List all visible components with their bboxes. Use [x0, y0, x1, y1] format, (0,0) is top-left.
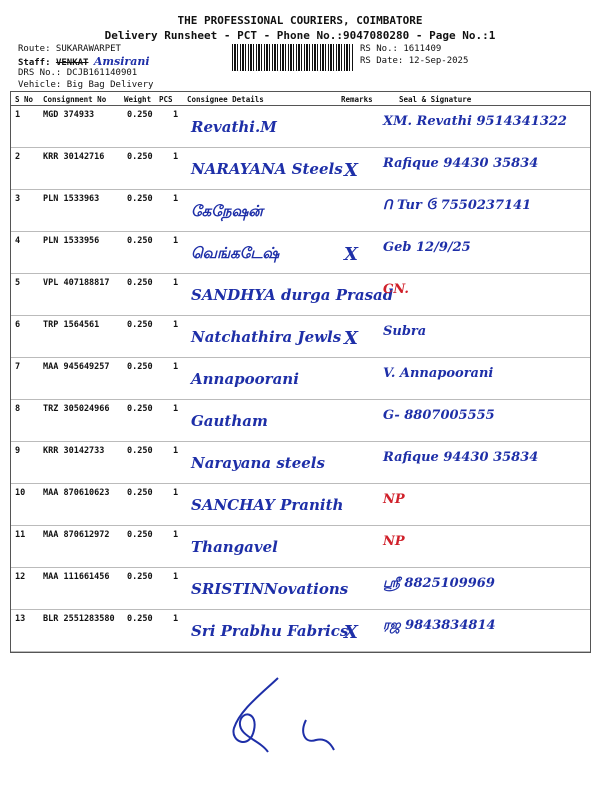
row-pcs: 1	[173, 404, 179, 414]
supervisor-signature	[220, 670, 350, 760]
row-weight: 0.250	[127, 194, 153, 204]
staff-struck-name: VENKAT	[55, 58, 89, 68]
row-signature: NP	[383, 534, 405, 549]
runsheet-table	[10, 91, 591, 653]
col-consignment: Consignment No	[43, 95, 107, 104]
row-weight: 0.250	[127, 488, 153, 498]
row-signature: ᑎ Tur ઉ 7550237141	[383, 198, 532, 213]
row-pcs: 1	[173, 362, 179, 372]
row-sno: 2	[15, 152, 21, 162]
row-signature: XM. Revathi 9514341322	[383, 114, 567, 129]
row-consignment: MAA 870612972	[43, 530, 110, 540]
col-seal: Seal & Signature	[399, 95, 472, 104]
row-consignment: KRR 30142716	[43, 152, 105, 162]
table-header	[11, 92, 590, 106]
row-pcs: 1	[173, 320, 179, 330]
row-signature: NP	[383, 492, 405, 507]
table-row	[11, 232, 590, 274]
rs-date: RS Date: 12-Sep-2025	[360, 56, 469, 66]
col-consignee: Consignee Details	[187, 95, 264, 104]
vehicle-label: Vehicle: Big Bag Delivery	[18, 80, 154, 90]
table-row	[11, 526, 590, 568]
table-row	[11, 358, 590, 400]
table-row	[11, 484, 590, 526]
row-consignment: BLR 2551283580	[43, 614, 115, 624]
row-weight: 0.250	[127, 278, 153, 288]
table-row	[11, 190, 590, 232]
row-consignment: PLN 1533956	[43, 236, 100, 246]
row-signature: Rafique 94430 35834	[383, 156, 539, 171]
row-remark: X	[344, 622, 358, 643]
row-pcs: 1	[173, 614, 179, 624]
row-sno: 9	[15, 446, 21, 456]
row-remark: X	[344, 160, 358, 181]
row-signature: ரஜ 9843834814	[383, 618, 496, 633]
row-consignment: MAA 945649257	[43, 362, 110, 372]
row-sno: 3	[15, 194, 21, 204]
table-row	[11, 610, 590, 652]
row-weight: 0.250	[127, 446, 153, 456]
row-signature: ஸ்ரீ 8825109969	[383, 576, 495, 591]
row-pcs: 1	[173, 530, 179, 540]
row-weight: 0.250	[127, 110, 153, 120]
col-sno: S No	[15, 95, 34, 104]
row-sno: 6	[15, 320, 21, 330]
row-consignee: Annapoorani	[191, 370, 299, 388]
row-weight: 0.250	[127, 152, 153, 162]
row-consignment: KRR 30142733	[43, 446, 105, 456]
row-sno: 1	[15, 110, 21, 120]
row-consignee: Sri Prabhu Fabrics	[191, 622, 349, 640]
col-weight: Weight	[124, 95, 152, 104]
row-weight: 0.250	[127, 362, 153, 372]
row-consignment: MAA 870610623	[43, 488, 110, 498]
row-consignment: TRZ 305024966	[43, 404, 110, 414]
row-consignee: Gautham	[191, 412, 268, 430]
row-consignment: VPL 407188817	[43, 278, 110, 288]
row-sno: 5	[15, 278, 21, 288]
row-signature: CN.	[383, 282, 409, 297]
row-consignee: Natchathira Jewls	[191, 328, 342, 346]
row-sno: 7	[15, 362, 21, 372]
col-remarks: Remarks	[341, 95, 373, 104]
row-weight: 0.250	[127, 236, 153, 246]
row-weight: 0.250	[127, 530, 153, 540]
company-title: THE PROFESSIONAL COURIERS, COIMBATORE	[177, 14, 423, 27]
row-consignee: SRISTINNovations	[191, 580, 349, 598]
row-pcs: 1	[173, 194, 179, 204]
row-signature: Geb 12/9/25	[383, 240, 471, 255]
row-consignee: கேநேஷன்	[191, 202, 263, 220]
table-row	[11, 400, 590, 442]
row-signature: G- 8807005555	[383, 408, 495, 423]
row-pcs: 1	[173, 152, 179, 162]
table-row	[11, 148, 590, 190]
row-weight: 0.250	[127, 404, 153, 414]
table-row	[11, 442, 590, 484]
route-label: Route: SUKARAWARPET	[18, 44, 121, 54]
row-weight: 0.250	[127, 572, 153, 582]
row-pcs: 1	[173, 446, 179, 456]
table-row	[11, 568, 590, 610]
row-consignment: TRP 1564561	[43, 320, 100, 330]
row-signature: V. Annapoorani	[383, 366, 494, 381]
row-consignee: Narayana steels	[191, 454, 325, 472]
table-row	[11, 106, 590, 148]
row-sno: 8	[15, 404, 21, 414]
row-sno: 11	[15, 530, 26, 540]
row-sno: 10	[15, 488, 26, 498]
row-consignee: NARAYANA Steels	[191, 160, 343, 178]
row-consignment: MGD 374933	[43, 110, 95, 120]
row-remark: X	[344, 328, 358, 349]
row-signature: Subra	[383, 324, 427, 339]
row-consignment: MAA 111661456	[43, 572, 110, 582]
row-weight: 0.250	[127, 614, 153, 624]
barcode	[232, 44, 354, 71]
row-consignee: Revathi.M	[191, 118, 277, 136]
table-row	[11, 274, 590, 316]
row-pcs: 1	[173, 488, 179, 498]
row-remark: X	[344, 244, 358, 265]
staff-handwritten-name: Amsirani	[93, 55, 150, 68]
row-pcs: 1	[173, 278, 179, 288]
row-consignment: PLN 1533963	[43, 194, 100, 204]
row-pcs: 1	[173, 110, 179, 120]
row-sno: 4	[15, 236, 21, 246]
row-consignee: Thangavel	[191, 538, 278, 556]
drs-number: DRS No.: DCJB161140901	[18, 68, 138, 78]
row-consignee: வெங்கடேஷ்	[191, 244, 280, 262]
staff-label: Staff:	[18, 58, 51, 68]
row-sno: 12	[15, 572, 26, 582]
row-pcs: 1	[173, 236, 179, 246]
rs-number: RS No.: 1611409	[360, 44, 442, 54]
row-signature: Rafique 94430 35834	[383, 450, 539, 465]
runsheet-subtitle: Delivery Runsheet - PCT - Phone No.:9047080280 - Page No.:1	[104, 29, 496, 42]
row-pcs: 1	[173, 572, 179, 582]
row-weight: 0.250	[127, 320, 153, 330]
col-pcs: PCS	[159, 95, 173, 104]
table-row	[11, 316, 590, 358]
row-sno: 13	[15, 614, 26, 624]
row-consignee: SANCHAY Pranith	[191, 496, 344, 514]
row-consignee: SANDHYA durga Prasad	[191, 286, 394, 304]
